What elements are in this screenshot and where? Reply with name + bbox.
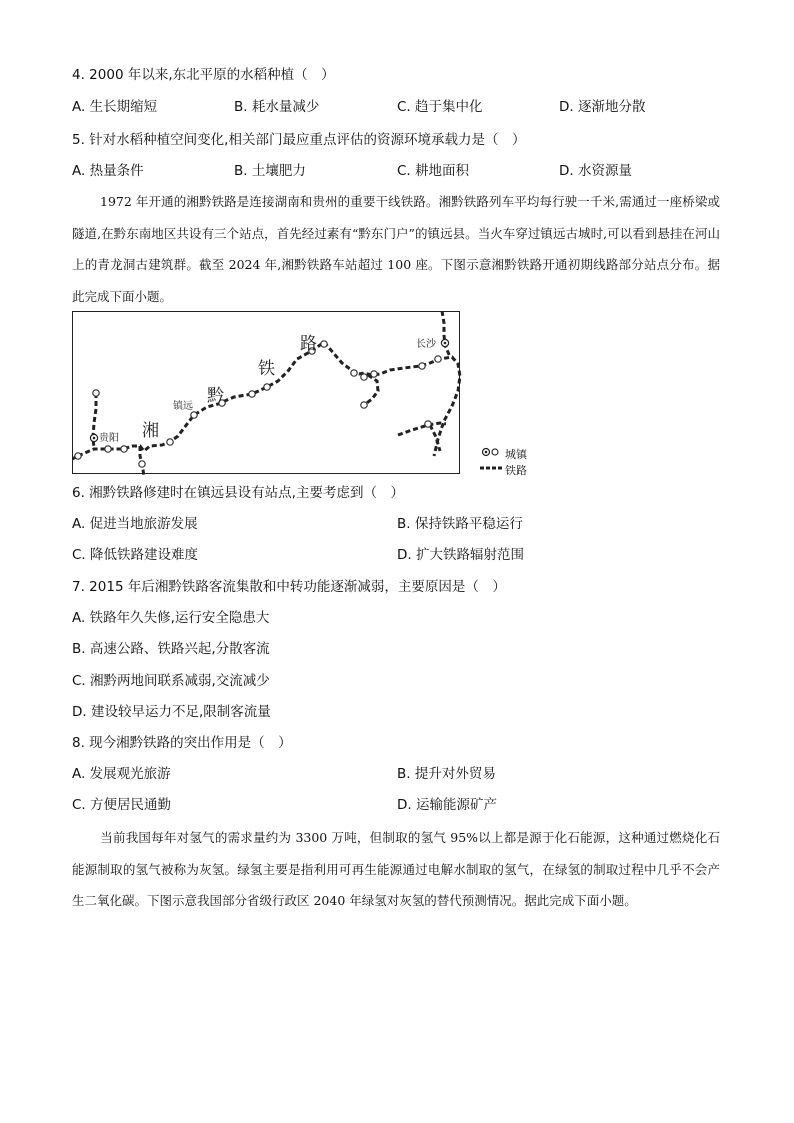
city-changsha-symbol [441, 339, 448, 346]
station-zhenyuan [191, 412, 197, 418]
q4-option-a: A. 生长期缩短 [72, 99, 158, 115]
map-rail-char-tie: 铁 [258, 359, 275, 379]
q4-option-d: D. 逐渐地分散 [559, 99, 646, 115]
q5-option-a: A. 热量条件 [72, 163, 144, 179]
map-rail-char-qian: 黔 [207, 386, 224, 406]
question-7-stem: 7. 2015 年后湘黔铁路客流集散和中转功能逐渐减弱，主要原因是（ ） [72, 579, 506, 595]
station-west-end [75, 453, 81, 459]
legend-railway-label: 铁路 [505, 464, 527, 477]
city-guiyang-symbol [90, 434, 97, 441]
passage-hydrogen-text: 当前我国每年对氢气的需求量约为 3300 万吨，但制取的氢气 95%以上都是源于化石能源，这种通过燃烧化石能源制取的氢气被称为灰氢。绿氢主要是指利用可再生能源通过电解水制取的氢气，在绿氢的制取过程中几乎不会产生二氧化碳。下图示意我国部分省级行政区 2040 年绿氢对灰氢的替代预测情况。据此完成下面小题。 [72, 830, 720, 908]
q4-option-b: B. 耗水量减少 [234, 99, 320, 115]
passage-hydrogen [72, 822, 720, 917]
q6-option-d: D. 扩大铁路辐射范围 [397, 547, 524, 563]
q5-option-b: B. 土壤肥力 [234, 163, 306, 179]
q6-option-c: C. 降低铁路建设难度 [72, 547, 199, 563]
station-mid-2 [361, 374, 367, 380]
railway-north-branch [442, 311, 450, 357]
map-label-zhenyuan: 镇远 [173, 401, 193, 412]
q8-option-b: B. 提升对外贸易 [397, 766, 496, 782]
question-6-stem: 6. 湘黔铁路修建时在镇远县设有站点,主要考虑到（ ） [72, 485, 404, 501]
legend-town-label: 城镇 [505, 448, 527, 461]
q6-option-a: A. 促进当地旅游发展 [72, 516, 198, 532]
station-branch-sw [361, 402, 367, 408]
q6-option-b: B. 保持铁路平稳运行 [397, 516, 523, 532]
map-rail-char-lu: 路 [300, 334, 317, 354]
question-5-stem: 5. 针对水稻种植空间变化,相关部门最应重点评估的资源环境承载力是（ ） [72, 132, 526, 148]
station-se [425, 421, 431, 427]
q7-option-d: D. 建设较早运力不足,限制客流量 [72, 704, 271, 720]
station-guiyang-north [93, 390, 99, 396]
station-east-3 [264, 384, 270, 390]
station-east-5 [435, 356, 441, 362]
q7-option-c: C. 湘黔两地间联系减弱,交流减少 [72, 673, 270, 689]
railway-map [72, 311, 472, 476]
map-label-guiyang: 贵阳 [99, 433, 119, 444]
station-peak-2 [321, 341, 327, 347]
q7-option-b: B. 高速公路、铁路兴起,分散客流 [72, 641, 270, 657]
question-4-stem: 4. 2000 年以来,东北平原的水稻种植（ ） [72, 67, 335, 83]
legend-symbols [480, 446, 504, 474]
station-east-2 [249, 391, 255, 397]
station-south [139, 461, 145, 467]
passage-railway-text: 1972 年开通的湘黔铁路是连接湖南和贵州的重要干线铁路。湘黔铁路列车平均每行驶一千米,需通过一座桥梁或隧道,在黔东南地区共设有三个站点，首先经过素有“黔东门户”的镇远县。当火车穿过镇远古城时,可以看到悬挂在河山上的青龙洞古建筑群。截至 2024 年,湘黔铁路车站超过 100 座。下图示意湘黔铁路开通初期线路部分站点分布。据此完成下面小题。 [72, 194, 720, 304]
station-east-4 [419, 363, 425, 369]
station-pre-zhenyuan [167, 439, 173, 445]
passage-railway [72, 186, 720, 312]
map-rail-char-xiang: 湘 [142, 421, 159, 441]
q8-option-a: A. 发展观光旅游 [72, 766, 171, 782]
map-label-changsha: 长沙 [416, 339, 436, 350]
q8-option-d: D. 运输能源矿产 [397, 797, 497, 813]
station-west-3 [121, 446, 127, 452]
station-west-2 [105, 446, 111, 452]
station-mid-3 [371, 371, 377, 377]
q7-option-a: A. 铁路年久失修,运行安全隐患大 [72, 610, 270, 626]
station-mid-1 [351, 370, 357, 376]
q5-option-d: D. 水资源量 [559, 163, 632, 179]
question-8-stem: 8. 现今湘黔铁路的突出作用是（ ） [72, 735, 292, 751]
q4-option-c: C. 趋于集中化 [397, 99, 483, 115]
q5-option-c: C. 耕地面积 [397, 163, 470, 179]
q8-option-c: C. 方便居民通勤 [72, 797, 172, 813]
